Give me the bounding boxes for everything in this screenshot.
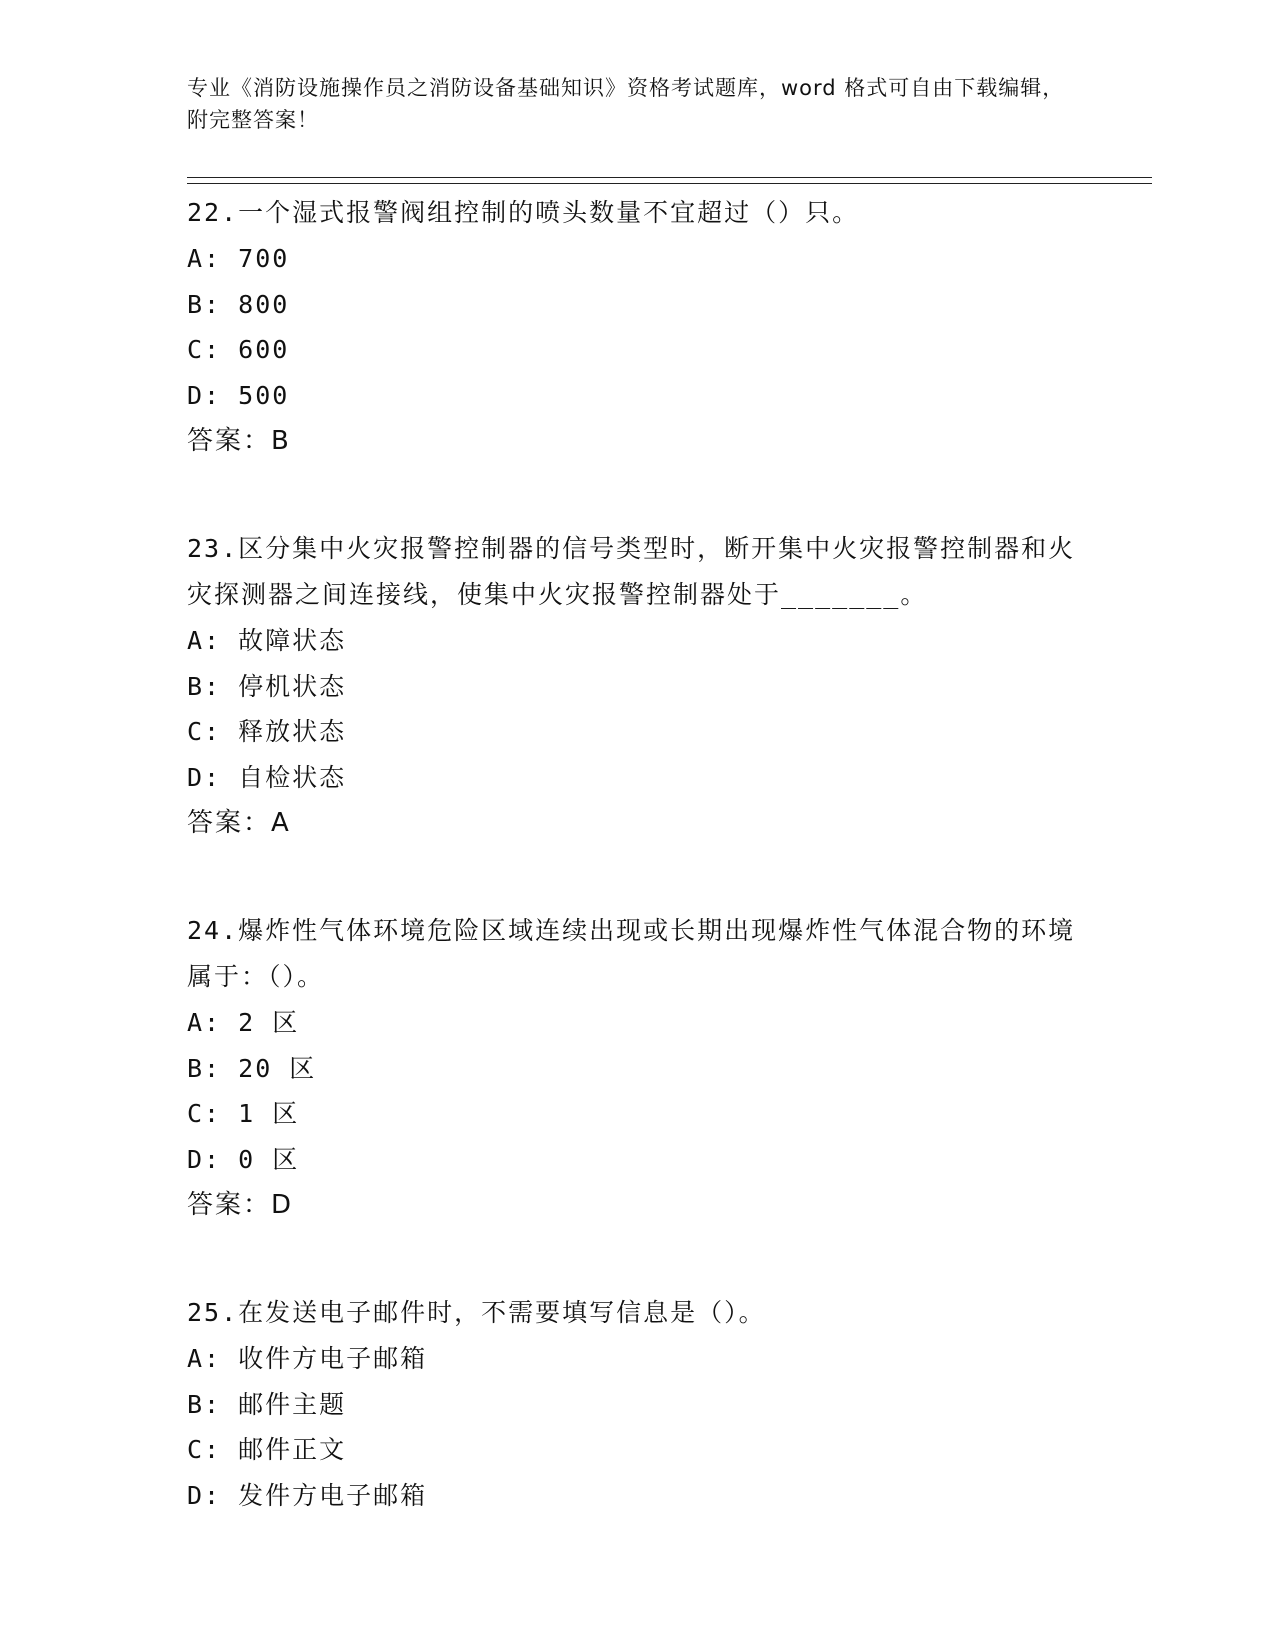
question-24	[187, 908, 1087, 1228]
option-a: A: 故障状态	[187, 626, 347, 655]
option-a: A: 700	[187, 244, 290, 273]
option-c: C: 邮件正文	[187, 1435, 347, 1464]
question-stem: 24.爆炸性气体环境危险区域连续出现或长期出现爆炸性气体混合物的环境属于：（）。	[187, 916, 1076, 991]
question-23	[187, 526, 1087, 846]
option-d: D: 500	[187, 380, 290, 410]
document-header: 专业《消防设施操作员之消防设备基础知识》资格考试题库，word 格式可自由下载编辑，附完整答案！	[187, 76, 1065, 132]
answer-line: 答案：B	[187, 426, 291, 456]
question-stem: 23.区分集中火灾报警控制器的信号类型时，断开集中火灾报警控制器和火灾探测器之间连接线，使集中火灾报警控制器处于_______。	[187, 534, 1076, 609]
question-22	[187, 190, 1087, 464]
option-b: B: 邮件主题	[187, 1389, 347, 1419]
option-a: A: 收件方电子邮箱	[187, 1344, 428, 1373]
option-c: C: 1 区	[187, 1099, 300, 1128]
option-d: D: 0 区	[187, 1144, 300, 1174]
option-a: A: 2 区	[187, 1008, 300, 1037]
question-list	[187, 190, 1087, 1580]
answer-line: 答案：D	[187, 1190, 294, 1220]
question-stem: 25.在发送电子邮件时，不需要填写信息是（）。	[187, 1298, 766, 1327]
header-divider-top	[187, 177, 1152, 178]
option-c: C: 释放状态	[187, 717, 347, 746]
question-25	[187, 1290, 1087, 1518]
header-divider-bottom	[187, 183, 1152, 184]
answer-line: 答案：A	[187, 808, 291, 838]
question-stem: 22.一个湿式报警阀组控制的喷头数量不宜超过（）只。	[187, 198, 860, 227]
option-b: B: 停机状态	[187, 671, 347, 701]
option-c: C: 600	[187, 335, 290, 364]
option-d: D: 自检状态	[187, 762, 347, 792]
option-d: D: 发件方电子邮箱	[187, 1480, 428, 1510]
option-b: B: 800	[187, 289, 290, 319]
option-b: B: 20 区	[187, 1053, 317, 1083]
